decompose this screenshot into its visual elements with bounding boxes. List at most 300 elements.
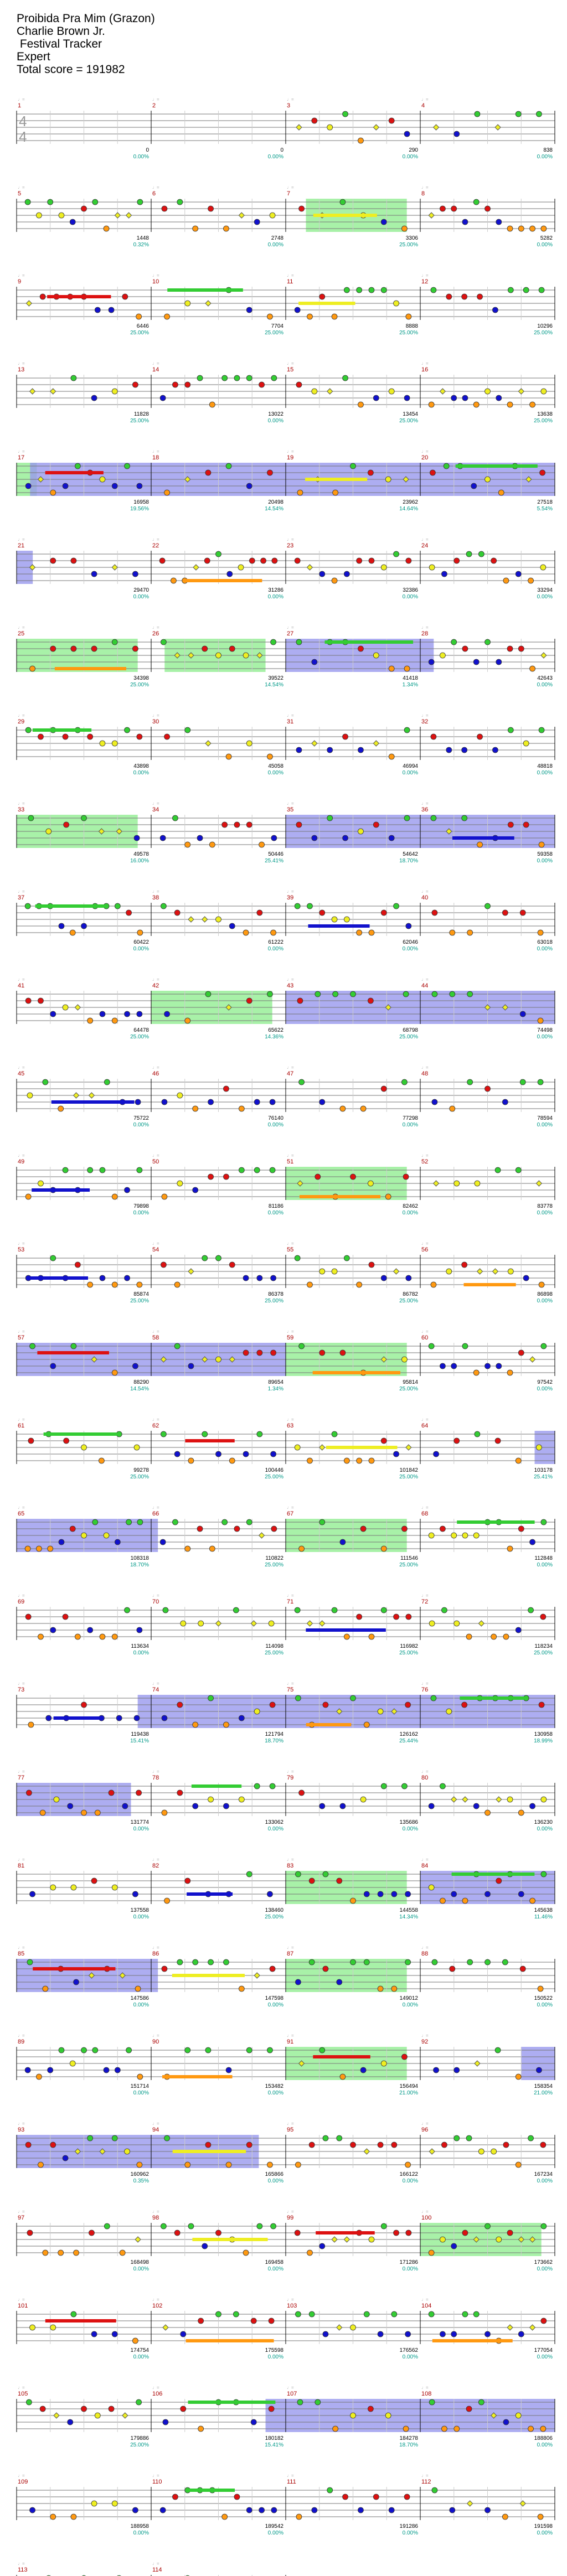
measure-number: 35 [287,806,294,813]
note [239,1167,244,1173]
note [205,2142,211,2148]
note [299,1079,305,1085]
tempo-marker: ♩= [421,977,429,982]
note [312,659,317,665]
note [518,1891,524,1897]
note [368,2406,373,2412]
note [104,1533,109,1538]
tempo-marker: ♩= [287,185,294,190]
note [112,1018,117,1023]
measure-percent: 15.41% [130,1738,149,1744]
note [520,1966,525,1972]
tempo-marker: ♩= [421,97,429,102]
measure-number: 23 [287,542,294,549]
note [478,2149,484,2154]
note [135,1099,141,1105]
note [502,1099,508,1105]
note-yellow-diamond [477,1269,483,1274]
measure-percent: 15.41% [265,2442,284,2448]
tempo-marker: ♩= [287,2473,294,2478]
note [350,463,356,469]
note [466,551,472,557]
tempo-marker: ♩= [421,2121,429,2126]
measure-number: 111 [287,2479,296,2485]
note [257,1431,262,1437]
note [523,822,529,827]
note [63,1005,68,1010]
sustain-bar [324,640,413,644]
measure-number: 8 [421,190,425,197]
tempo-marker: ♩= [421,625,429,630]
measure-score: 145638 [534,1907,553,1913]
note [530,1803,535,1809]
note [451,2331,457,2337]
tempo-marker: ♩= [18,1945,25,1950]
note [30,666,35,671]
note [344,917,349,922]
note [391,2142,397,2148]
total-score: Total score = 191982 [17,63,125,76]
tempo-marker: ♩= [152,185,159,190]
measure-number: 24 [421,542,429,549]
measure-number: 14 [152,366,159,373]
measure-percent: 0.00% [537,2178,553,2184]
note [473,1803,479,1809]
tempo-marker: ♩= [287,1945,294,1950]
measure-number: 13 [18,366,25,373]
note-yellow-diamond [26,301,32,306]
measure-number: 57 [18,1334,25,1341]
measure-number: 34 [152,806,159,813]
measure-score: 113634 [131,1643,149,1649]
note [340,199,346,205]
note [38,734,43,739]
tempo-marker: ♩= [287,1857,294,1862]
note [109,307,114,313]
tempo-marker: ♩= [152,1329,159,1334]
note [185,382,190,387]
note [109,2406,114,2412]
note [406,1614,411,1620]
note [25,199,30,205]
measure-number: 76 [421,1687,429,1693]
measure-score: 74498 [537,1027,553,1033]
note [159,558,165,563]
sustain-bar [45,2319,116,2322]
note [87,734,93,739]
note [216,917,221,922]
note [492,307,498,313]
note [516,1167,521,1173]
note [25,727,31,733]
note [485,206,491,211]
note [185,301,190,306]
note-yellow-diamond [518,389,524,394]
note [163,1607,168,1613]
note [440,1783,445,1789]
sustain-bar [326,1446,398,1449]
note [344,1255,349,1261]
note [269,1621,274,1626]
measure-percent: 0.00% [133,2354,149,2360]
measure-score: 133062 [265,1819,284,1825]
note [385,477,391,482]
note [467,1079,473,1085]
note [319,1803,325,1809]
note [299,1343,305,1349]
note [350,1959,356,1965]
note [81,815,87,821]
note [440,1363,445,1369]
measure-percent: 25.00% [130,1034,149,1040]
note [502,2514,508,2520]
note [26,1790,32,1796]
measure-score: 97542 [537,1379,553,1385]
note [357,287,362,293]
note-yellow-diamond [344,2237,349,2242]
measure-percent: 0.00% [267,2090,284,2096]
note [368,998,373,1003]
sustain-bar [183,579,262,582]
note [357,930,362,935]
sustain-bar [44,1432,117,1436]
note [319,2243,325,2249]
note [197,835,203,841]
tempo-marker: ♩= [287,537,294,542]
note [71,2514,76,2520]
note [462,2311,468,2317]
note [162,206,167,211]
note [358,2507,363,2513]
note [478,2399,484,2405]
tempo-marker: ♩= [287,1417,294,1422]
note [431,1282,436,1287]
note [406,923,411,929]
note [229,923,235,929]
note [181,1621,186,1626]
measure-number: 27 [287,630,294,637]
measure-number: 59 [287,1334,294,1341]
note [25,903,30,909]
note [462,1262,467,1268]
note-yellow-diamond [54,2413,59,2418]
note [209,402,215,407]
tempo-marker: ♩= [152,801,159,806]
note [541,226,547,231]
measure-number: 9 [18,278,22,285]
measure-percent: 25.00% [130,330,149,336]
measure-percent: 25.00% [399,1034,418,1040]
note [271,1451,276,1457]
note [58,1106,64,1111]
tempo-marker: ♩= [152,361,159,366]
measure-score: 114098 [265,1643,284,1649]
measure-score: 177054 [534,2347,553,2353]
note [530,666,535,671]
note [164,1898,170,1903]
note [246,375,252,381]
measure-number: 54 [152,1246,159,1253]
tempo-marker: ♩= [152,889,159,894]
note [454,2135,460,2141]
note [431,1695,436,1701]
note [540,1614,546,1620]
note [246,2507,252,2513]
sustain-bar [187,1892,233,1896]
note [432,910,437,915]
note [381,2223,386,2229]
note [233,2311,239,2317]
measure-score: 64478 [133,1027,149,1033]
note [539,727,544,733]
tempo-marker: ♩= [287,1065,294,1070]
note [243,1451,249,1457]
note [394,2230,399,2236]
note [485,639,491,645]
note [50,646,56,651]
measure-percent: 25.00% [130,1474,149,1480]
measure-number: 45 [18,1070,25,1077]
measure-percent: 25.00% [534,330,553,336]
measure-number: 61 [18,1423,25,1429]
note [478,551,484,557]
measure-score: 151714 [130,2083,149,2089]
measure-percent: 14.54% [130,1386,149,1392]
note [222,375,228,381]
note [454,1621,460,1626]
tempo-marker: ♩= [18,449,25,454]
measure-score: 180182 [265,2435,284,2441]
sustain-bar [45,471,104,474]
note [81,1810,87,1815]
note [312,389,317,394]
measure-percent: 25.00% [399,1474,418,1480]
note [202,2243,208,2249]
note [205,470,211,475]
note [115,2067,120,2073]
note [538,1018,543,1023]
note [403,1174,409,1180]
note [319,2047,325,2053]
note [198,2318,204,2324]
note [132,382,138,387]
measure-number: 83 [287,1863,294,1869]
note [429,1621,435,1626]
measure-number: 52 [421,1158,429,1165]
note [518,226,524,231]
measure-number: 82 [152,1863,159,1869]
measure-score: 45058 [268,763,284,769]
note [503,578,509,583]
note [122,294,128,299]
note [115,903,120,909]
note [373,653,379,658]
note [540,2426,546,2432]
measure-score: 75722 [133,1115,149,1121]
measure-number: 109 [18,2479,28,2485]
measure-percent: 25.00% [399,330,418,336]
note [350,1695,356,1701]
note [234,1526,240,1532]
note [254,1709,260,1714]
note [462,1343,468,1349]
tempo-marker: ♩= [287,625,294,630]
sustain-bar [173,2150,246,2153]
tempo-marker: ♩= [18,801,25,806]
note [208,1695,214,1701]
note [541,2318,547,2324]
note [485,1810,491,1815]
note [323,2331,328,2337]
note [239,1715,244,1721]
note [333,490,338,495]
note [357,1458,362,1463]
note [381,219,386,225]
tempo-marker: ♩= [287,801,294,806]
note-yellow-diamond [327,389,333,394]
note [485,2223,491,2229]
tempo-marker: ♩= [18,1153,25,1158]
tempo-marker: ♩= [421,185,429,190]
measure-score: 131774 [130,1819,149,1825]
note [223,1086,229,1092]
tempo-marker: ♩= [287,2121,294,2126]
note [164,314,170,319]
note [246,307,252,313]
note [475,1181,480,1186]
measure-percent: 0.00% [537,2266,553,2272]
note [25,1614,31,1620]
note [295,1445,300,1450]
note [254,1167,260,1173]
note [50,2325,56,2330]
note [238,565,244,570]
measure-number: 97 [18,2215,25,2221]
note [75,463,80,469]
sustain-bar [300,1195,380,1198]
note [462,2230,468,2236]
note [296,2514,302,2520]
sustain-bar [33,728,91,732]
measure-score: 89654 [268,1379,284,1385]
note-yellow-diamond [319,1621,325,1626]
note [491,558,497,563]
note [450,1966,455,1972]
note [343,375,348,381]
note-yellow-diamond [467,2501,473,2506]
sustain-bar [188,2401,276,2404]
note [59,923,64,929]
note [381,1438,386,1444]
note [350,991,356,997]
note [243,1275,249,1281]
note [243,1350,249,1356]
measure-number: 63 [287,1423,294,1429]
tempo-marker: ♩= [18,1329,25,1334]
note [538,930,543,935]
note [64,822,69,827]
note [502,910,508,915]
measure-percent: 25.44% [399,1738,418,1744]
note [75,1634,80,1639]
measure-score: 41418 [403,675,418,681]
tempo-marker: ♩= [421,537,429,542]
note [401,1079,407,1085]
tempo-marker: ♩= [287,1153,294,1158]
measure-number: 62 [152,1423,159,1429]
note [161,2223,166,2229]
note [358,138,363,143]
measure-number: 58 [152,1334,159,1341]
note [257,1350,262,1356]
note [496,1363,502,1369]
note [350,1898,356,1903]
note [295,2230,300,2236]
tempo-marker: ♩= [421,1769,429,1774]
note [38,2162,43,2168]
measure-score: 27518 [537,499,553,505]
note [327,815,333,821]
note [229,646,235,651]
note [229,1262,235,1268]
note-yellow-diamond [122,2413,128,2418]
tempo-marker: ♩= [18,2033,25,2038]
note [485,903,491,909]
note [440,1526,445,1532]
tempo-marker: ♩= [421,1329,429,1334]
note [391,2311,397,2317]
measure-score: 13022 [268,411,284,417]
note [502,1959,508,1965]
note [381,565,386,570]
note [91,571,97,577]
note [401,1783,407,1789]
tempo-marker: ♩= [18,273,25,278]
note [440,653,445,658]
note [364,1959,369,1965]
measure-percent: 0.00% [133,1826,149,1832]
note [485,477,491,482]
note [71,646,76,651]
note [503,2142,509,2148]
measure-percent: 0.00% [537,858,553,864]
measure-number: 91 [287,2039,294,2045]
note [134,1445,140,1450]
measure-number: 68 [421,1511,429,1517]
measure-percent: 25.00% [534,1650,553,1656]
note [30,1343,35,1349]
note [332,314,337,319]
sustain-bar [35,904,105,908]
note [508,1269,513,1274]
note [401,226,407,231]
note [271,835,277,841]
note [297,490,303,495]
note [246,998,252,1003]
note [112,1194,117,1199]
note [541,2223,547,2229]
measure-number: 73 [18,1687,25,1693]
note [48,2067,53,2073]
note [50,1627,56,1633]
measure-number: 53 [18,1246,25,1253]
measure-percent: 18.70% [399,2442,418,2448]
note [38,1634,43,1639]
note [319,1519,325,1525]
note [126,2047,132,2053]
note [369,930,374,935]
note [431,734,436,739]
